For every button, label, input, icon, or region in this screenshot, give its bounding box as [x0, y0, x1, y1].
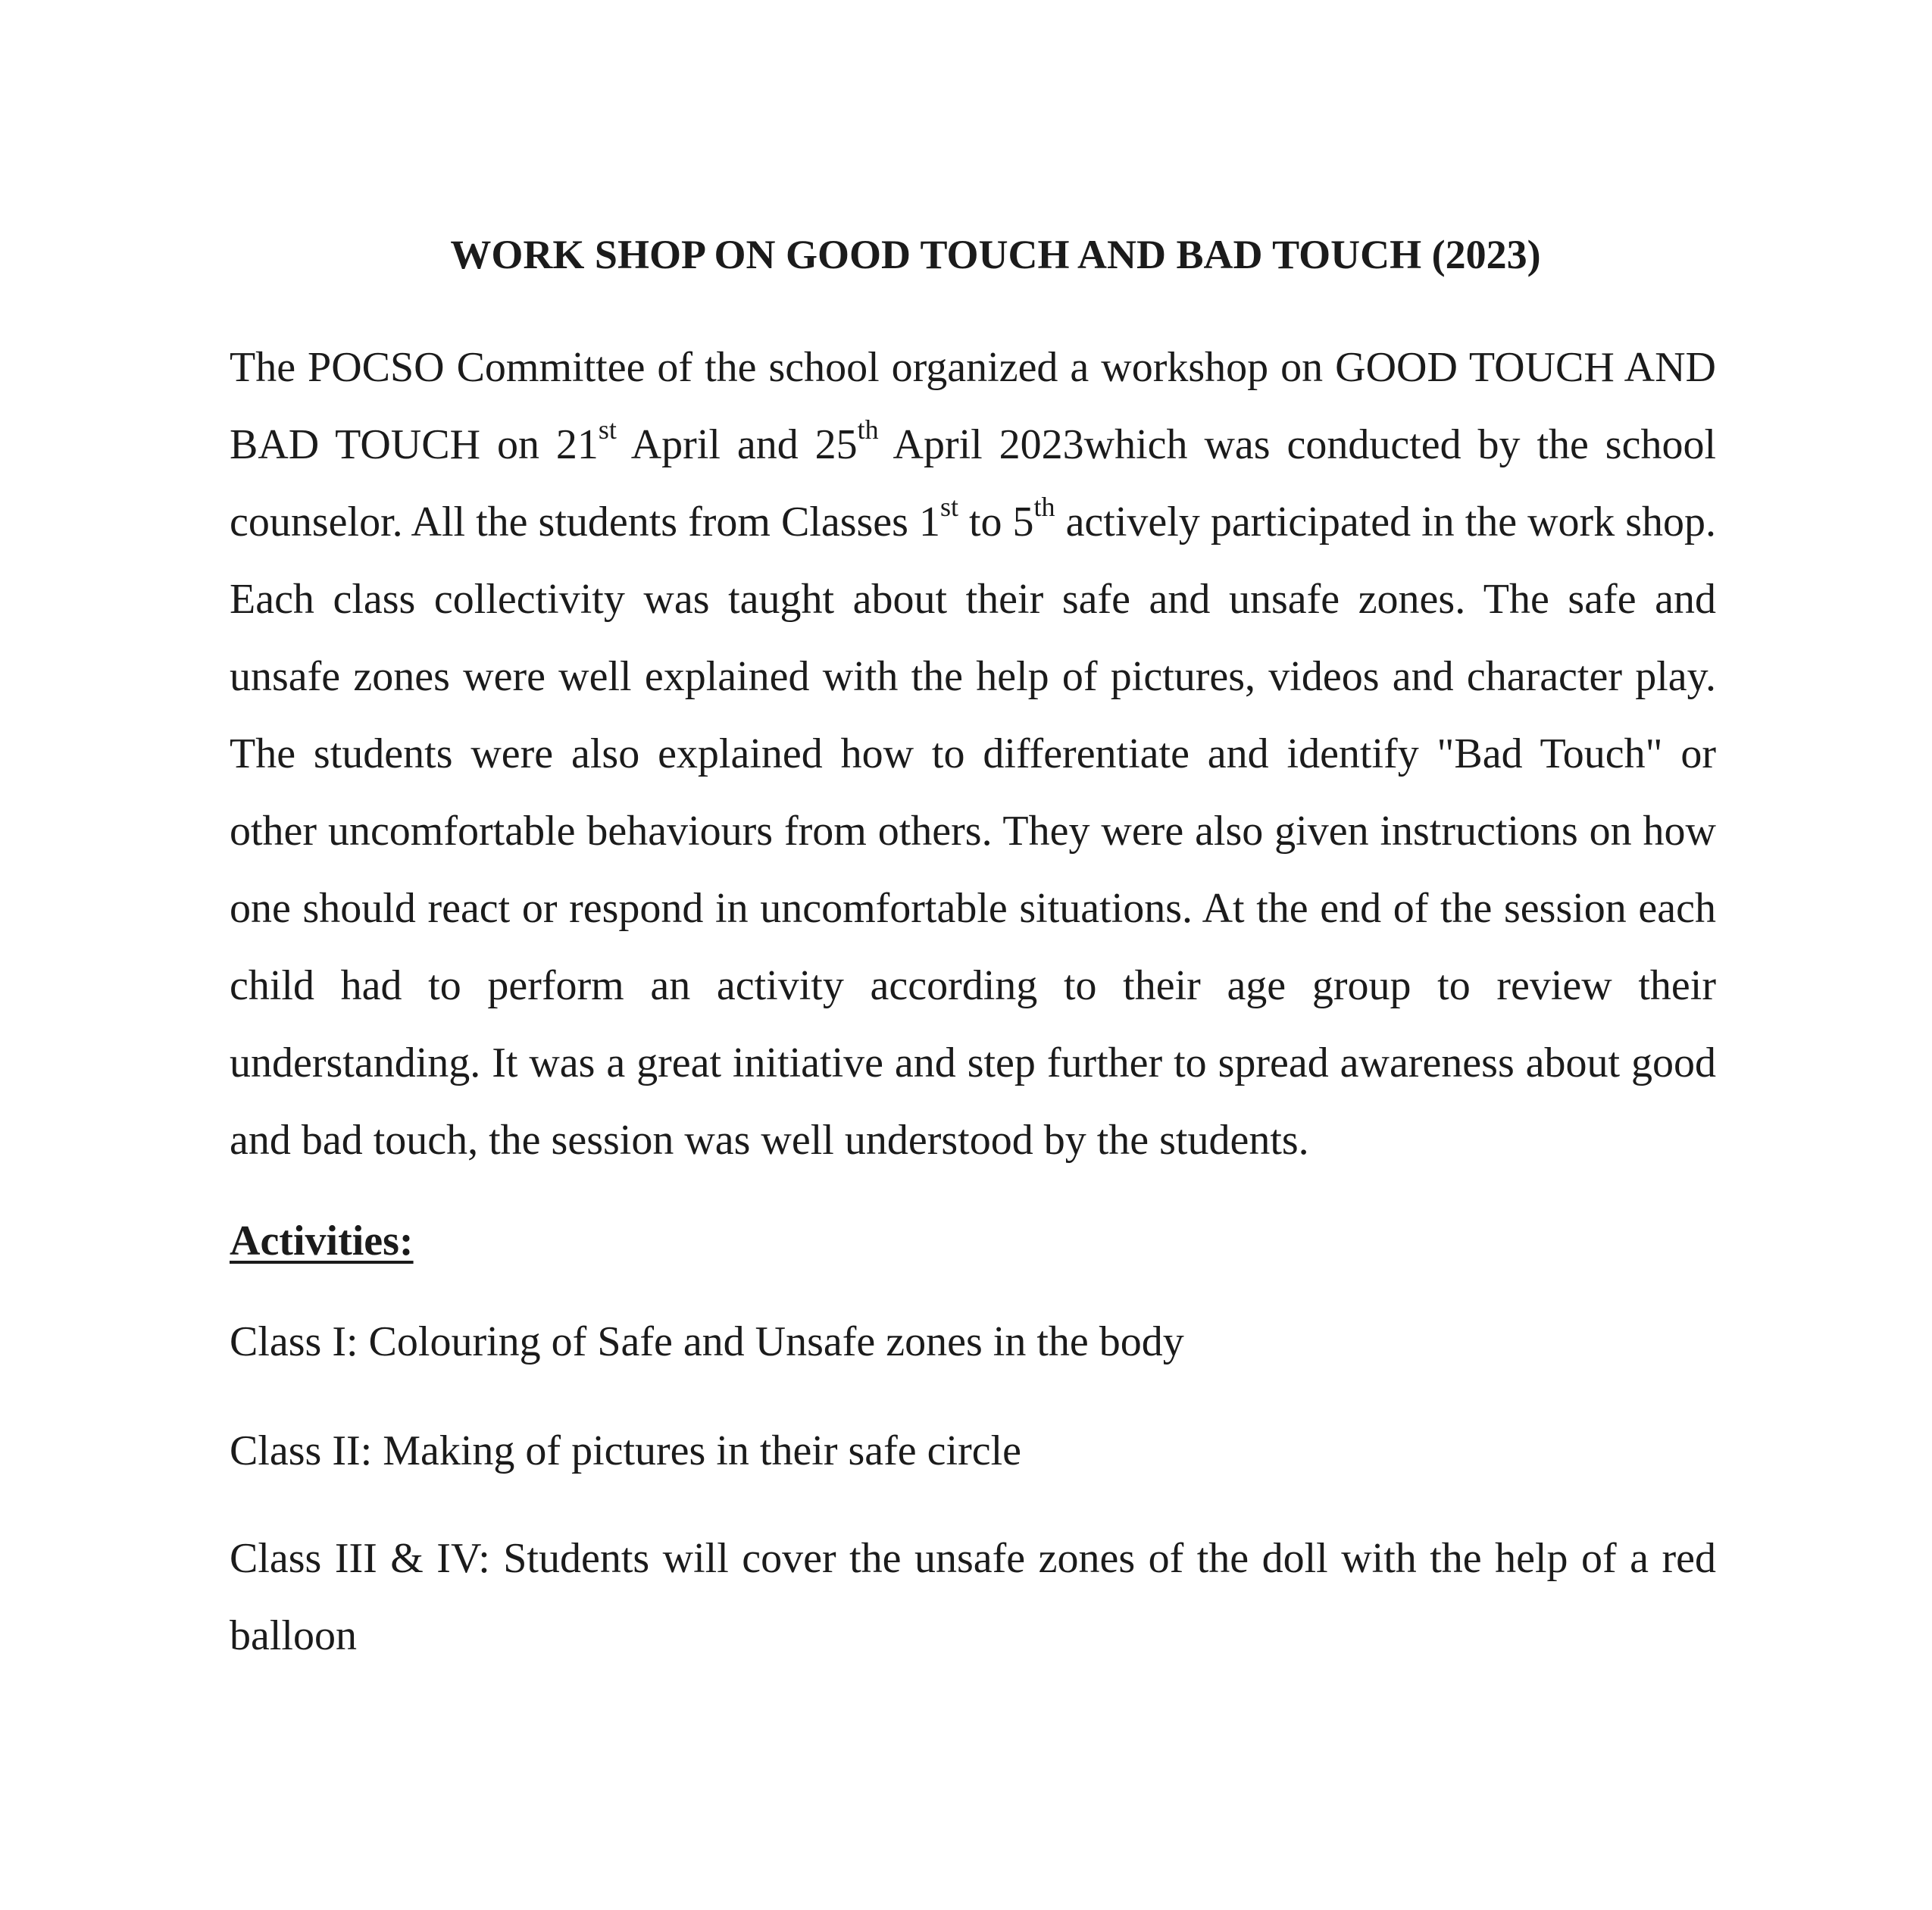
paragraph-text: April 2023which was conducted by the school counselor. All the students from Classes 1 [230, 421, 1716, 545]
activities-heading: Activities: [230, 1218, 414, 1264]
ordinal-suffix: th [857, 414, 879, 445]
ordinal-suffix: st [598, 414, 617, 445]
ordinal-suffix: th [1033, 492, 1055, 522]
paragraph-text: The POCSO Committee of the school organized a workshop on GOOD TOUCH AND BAD TOUCH on 21 [230, 344, 1716, 468]
body-paragraph [230, 329, 1716, 1179]
activity-item-class-2: Class II: Making of pictures in their safe circle [230, 1427, 1021, 1474]
paragraph-text: to 5 [958, 499, 1034, 545]
document-title: WORK SHOP ON GOOD TOUCH AND BAD TOUCH (2023) [450, 232, 1541, 277]
paragraph-text: actively participated in the work shop. Each class collectivity was taught about their safe and unsafe zones. The safe and unsafe zones were well explained with the help of pictures, videos and character play. The students were also explained how to differentiate and identify "Bad Touch" or other uncomfortable behaviours from others. They were also given instructions on how one should react or respond in uncomfortable situations. At the end of the session each child had to perform an activity according to their age group to review their understanding. It was a great initiative and step further to spread awareness about good and bad touch, the session was well understood by the students. [230, 499, 1716, 1164]
activity-item-class-3-4: Class III & IV: Students will cover the unsafe zones of the doll with the help of a red balloon [230, 1535, 1716, 1659]
ordinal-suffix: st [939, 492, 958, 522]
activity-item-class-1: Class I: Colouring of Safe and Unsafe zones in the body [230, 1318, 1184, 1365]
document-page [230, 227, 1716, 1674]
paragraph-text: April and 25 [616, 421, 858, 468]
